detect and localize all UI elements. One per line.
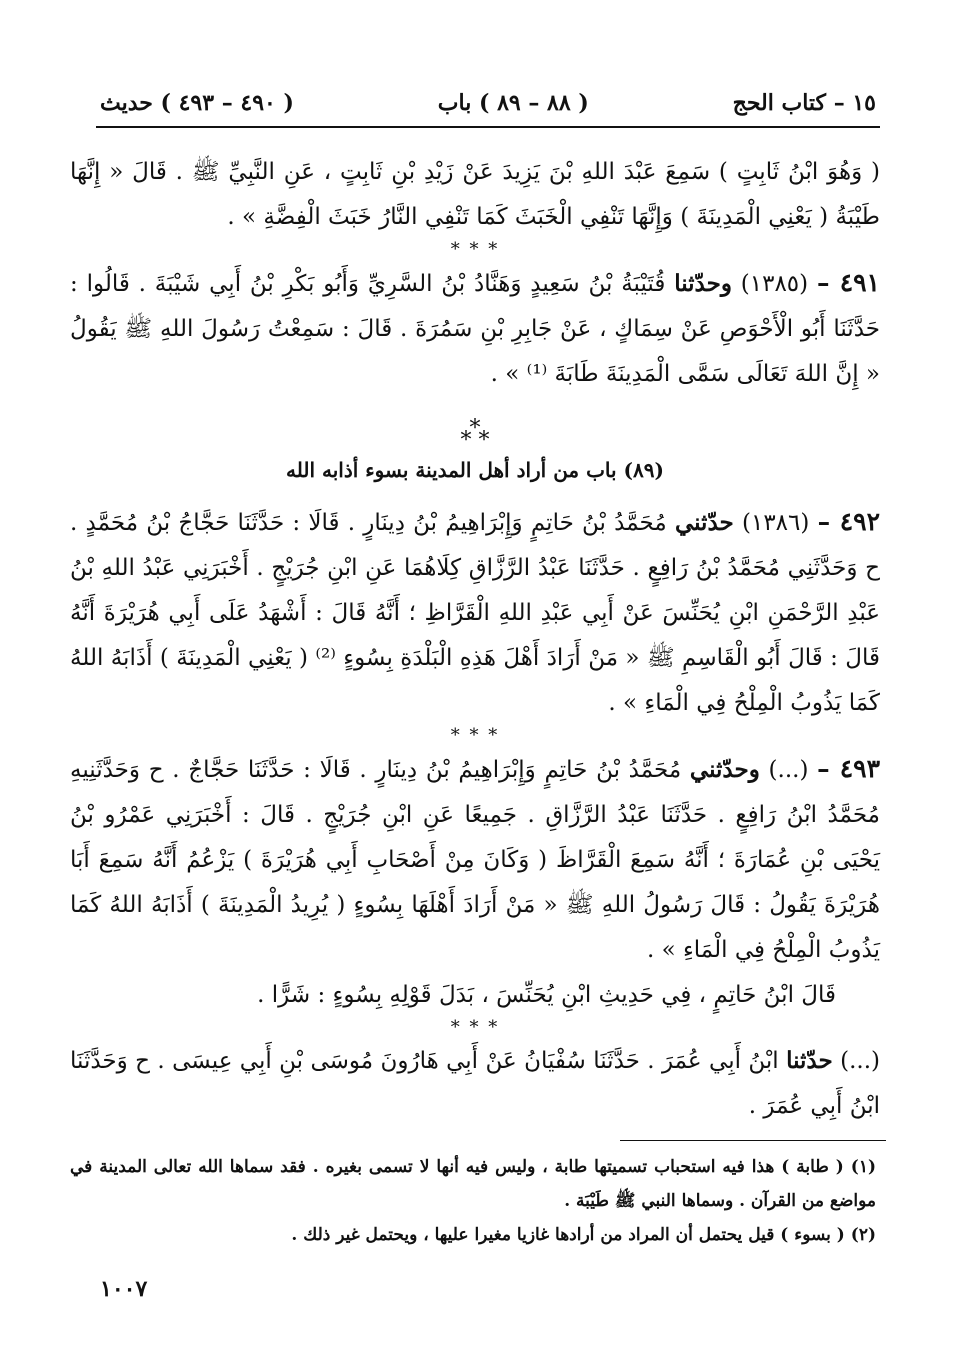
hadith-opening-word: وحدّثني: [689, 756, 760, 783]
page-number: ١٠٠٧: [100, 1276, 148, 1302]
footnote-divider: [620, 1140, 886, 1141]
main-text: [70, 150, 880, 1129]
hadith-opening-word: حدّثنا: [786, 1047, 833, 1074]
hadith-490-continuation: ( وَهُوَ ابْنُ ثَابِتٍ ) سَمِعَ عَبْدَ اللهِ بْنَ يَزِيدَ عَنْ زَيْدِ بْنِ ثَابِتٍ ، عَنِ النَّبِيِّ ﷺ . قَالَ « إِنَّهَا طَيْبَةُ ( يَعْنِي الْمَدِينَةَ ) وَإِنَّهَا تَنْفِي الْخَبَثَ كَمَا تَنْفِي النَّارُ خَبَثَ الْفِضَّةِ » .: [70, 159, 880, 230]
footnotes: [70, 1150, 876, 1252]
hadith-number: ٤٩١ –: [816, 268, 880, 297]
header-book-title: ١٥ – كتاب الحج: [732, 90, 876, 116]
footnote-2: (٢) ( بسوء ) قيل يحتمل أن المراد من أرادها غازيا مغيرا عليها ، ويحتمل غير ذلك .: [291, 1225, 876, 1245]
hadith-opening-word: حدّثني: [674, 509, 734, 536]
header-chapter-range: ( ٨٨ – ٨٩ ) باب: [437, 90, 589, 116]
footnote-1: (١) ( طابة ) هذا فيه استحباب تسميتها طابة ، وليس فيه أنها لا تسمى بغيره . فقد سماها الله تعالى المدينة في مواضع من القرآن . وسماها النبي ﷺ طَيْبَة .: [70, 1157, 876, 1211]
hadith-reference: (١٣٨٥): [740, 271, 809, 297]
separator-stars: * * *: [450, 1017, 500, 1038]
hadith-number: ٤٩٢ –: [817, 507, 881, 536]
hadith-491: [70, 260, 880, 397]
header-hadith-range: ( ٤٩٠ – ٤٩٣ ) حديث: [100, 90, 294, 116]
hadith-number: ٤٩٣ –: [817, 754, 881, 783]
separator-stars: * * *: [450, 239, 500, 260]
hadith-reference: (...): [768, 757, 809, 783]
running-header: [100, 86, 876, 120]
separator-stars: * * *: [450, 725, 500, 746]
hadith-text: مُحَمَّدُ بْنُ حَاتِمٍ وَإِبْرَاهِيمُ بْنُ دِينَارٍ . قَالَا : حَدَّثَنَا حَجَّاجٌ . ح وَحَدَّثَنِيهِ مُحَمَّدُ ابْنُ رَافِعٍ . حَدَّثَنَا عَبْدُ الرَّزَّاقِ . جَمِيعًا عَنِ ابْنِ جُرَيْجٍ . قَالَ : أَخْبَرَنِي عَمْرُو بْنُ يَحْيَى بْنِ عُمَارَةَ ؛ أَنَّهُ سَمِعَ الْقَرَّاظَ ( وَكَانَ مِنْ أَصْحَابِ أَبِي هُرَيْرَةَ ) يَزْعُمُ أَنَّهُ سَمِعَ أَبَا هُرَيْرَةَ يَقُولُ : قَالَ رَسُولُ اللهِ ﷺ « مَنْ أَرَادَ أَهْلَهَا بِسُوءٍ ( يُرِيدُ الْمَدِينَةَ ) أَذَابَهُ اللهُ كَمَا يَذُوبُ الْمِلْحُ فِي الْمَاءِ » .: [70, 757, 880, 963]
hadith-text: قُتَيْبَةُ بْنُ سَعِيدٍ وَهَنَّادُ بْنُ السَّرِيِّ وَأَبُو بَكْرِ بْنُ أَبِي شَيْبَةَ . قَالُوا : حَدَّثَنَا أَبُو الْأَحْوَصِ عَنْ سِمَاكٍ ، عَنْ جَابِرِ بْنِ سَمُرَةَ . قَالَ : سَمِعْتُ رَسُولَ اللهِ ﷺ يَقُولُ « إِنَّ اللهَ تَعَالَى سَمَّى الْمَدِينَةَ طَابَةَ ⁽¹⁾ » .: [70, 271, 880, 387]
hadith-494-start: [70, 1038, 880, 1129]
hadith-reference: (...): [840, 1048, 880, 1074]
hadith-text: ابْنُ أَبِي عُمَرَ . حَدَّثَنَا سُفْيَانُ عَنْ أَبِي هَارُونَ مُوسَى بْنِ أَبِي عِيسَى . ح وَحَدَّثَنَا ابْنُ أَبِي عُمَرَ .: [70, 1048, 880, 1119]
hadith-opening-word: وحدّثنا: [674, 270, 732, 297]
hadith-text: مُحَمَّدُ بْنُ حَاتِمٍ وَإِبْرَاهِيمُ بْنُ دِينَارٍ . قَالَا : حَدَّثَنَا حَجَّاجُ بْنُ مُحَمَّدٍ . ح وَحَدَّثَنِي مُحَمَّدُ بْنُ رَافِعٍ . حَدَّثَنَا عَبْدُ الرَّزَّاقِ كِلَاهُمَا عَنِ ابْنِ جُرَيْجٍ . أَخْبَرَنِي عَبْدُ اللهِ بْنُ عَبْدِ الرَّحْمَنِ ابْنِ يُحَنِّسَ عَنْ أَبِي عَبْدِ اللهِ الْقَرَّاظِ ؛ أَنَّهُ قَالَ : أَشْهَدُ عَلَى أَبِي هُرَيْرَةَ أَنَّهُ قَالَ : قَالَ أَبُو الْقَاسِمِ ﷺ « مَنْ أَرَادَ أَهْلَ هَذِهِ الْبَلْدَةِ بِسُوءٍ ⁽²⁾ ( يَعْنِي الْمَدِينَةَ ) أَذَابَهُ اللهُ كَمَا يَذُوبُ الْمِلْحُ فِي الْمَاءِ » .: [70, 510, 881, 716]
chapter-title: (٨٩) باب من أراد أهل المدينة بسوء أذابه الله: [286, 458, 664, 482]
hadith-492: [70, 499, 880, 726]
section-ornament: * * *: [460, 416, 490, 453]
hadith-reference: (١٣٨٦): [741, 510, 810, 536]
header-divider: [96, 126, 880, 128]
hadith-493: [70, 746, 880, 973]
hadith-493-note: قَالَ ابْنُ حَاتِمٍ ، فِي حَدِيثِ ابْنِ يُحَنِّسَ ، بَدَلَ قَوْلِهِ بِسُوءٍ : شَرًّا .: [257, 982, 836, 1008]
